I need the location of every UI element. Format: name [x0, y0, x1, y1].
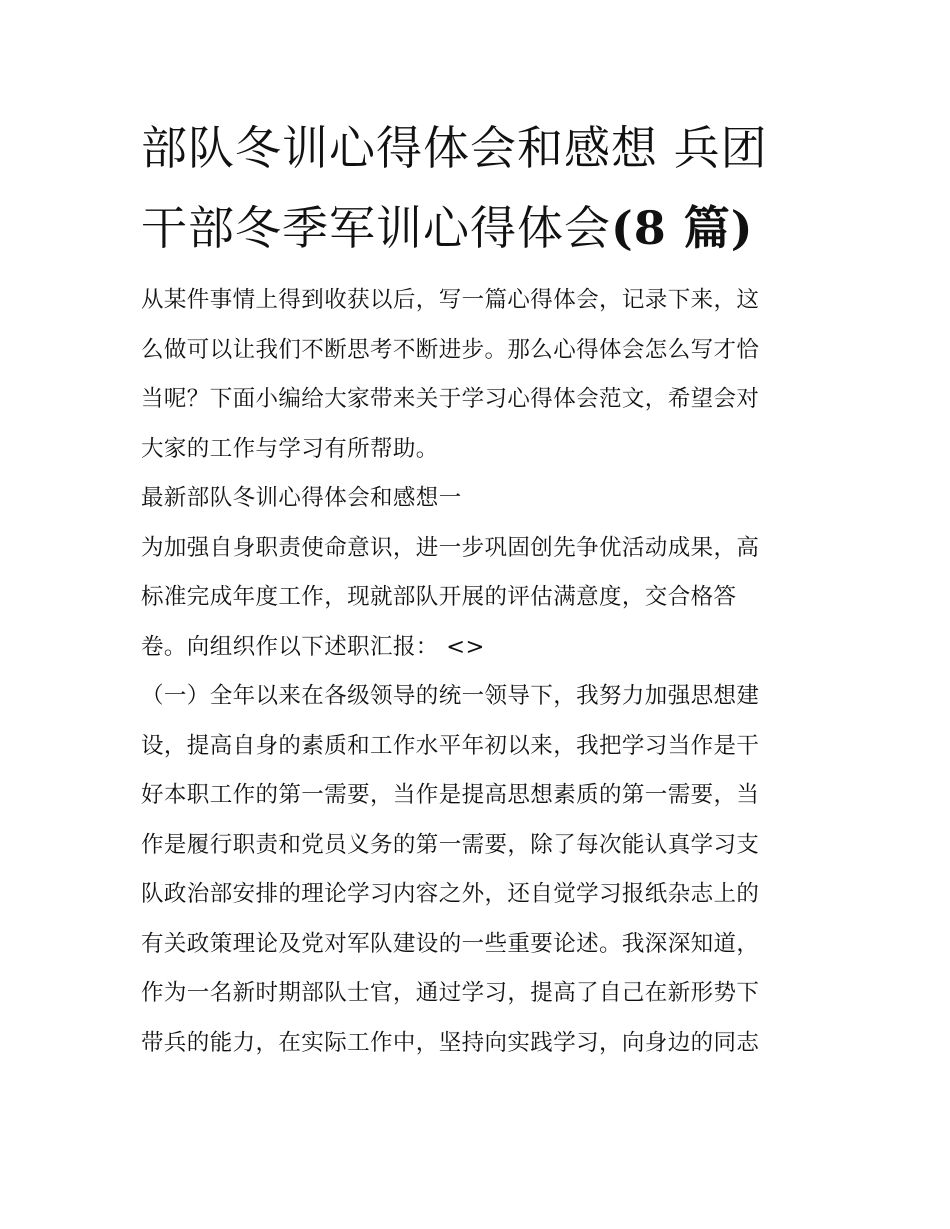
- paragraph-line-9: 有关政策理论及党对军队建设的一些重要论述。我深深知道，: [141, 930, 760, 957]
- title-line-2-text: 干部冬季军训心得体会: [141, 201, 611, 255]
- title-count: (8 篇): [611, 201, 754, 255]
- title-line-2: [141, 188, 813, 268]
- paragraph-line-10: 作为一名新时期部队士官，通过学习，提高了自己在新形势下: [141, 980, 760, 1006]
- document-title: [141, 108, 813, 268]
- paragraph-line-5: 设，提高自身的素质和工作水平年初以来，我把学习当作是干: [141, 732, 760, 759]
- title-line-1: 部队冬训心得体会和感想 兵团: [141, 121, 768, 175]
- intro-line-4: 大家的工作与学习有所帮助。: [141, 435, 439, 462]
- document-body: [141, 276, 813, 1068]
- paragraph-line-2: 标准完成年度工作，现就部队开展的评估满意度，交合格答: [141, 584, 737, 610]
- paragraph-line-7: 作是履行职责和党员义务的第一需要，除了每次能认真学习支: [141, 831, 760, 858]
- intro-line-1: 从某件事情上得到收获以后，写一篇心得体会，记录下来，这: [141, 287, 760, 313]
- paragraph-line-11: 带兵的能力，在实际工作中，坚持向实践学习，向身边的同志: [141, 1029, 760, 1056]
- paragraph-line-8: 队政治部安排的理论学习内容之外，还自觉学习报纸杂志上的: [141, 881, 760, 907]
- intro-line-3: 当呢？下面小编给大家带来关于学习心得体会范文，希望会对: [141, 386, 760, 412]
- document-content: [141, 108, 813, 1068]
- intro-line-2: 么做可以让我们不断思考不断进步。那么心得体会怎么写才恰: [141, 336, 760, 363]
- paragraph-line-4: （一）全年以来在各级领导的统一领导下，我努力加强思想建: [141, 683, 760, 709]
- paragraph-line-1: 为加强自身职责使命意识，进一步巩固创先争优活动成果，高: [141, 534, 760, 561]
- section-heading: 最新部队冬训心得体会和感想一: [141, 485, 462, 511]
- paragraph-line-3: 卷。向组织作以下述职汇报： <>: [141, 633, 485, 660]
- paragraph-line-6: 好本职工作的第一需要，当作是提高思想素质的第一需要，当: [141, 782, 760, 808]
